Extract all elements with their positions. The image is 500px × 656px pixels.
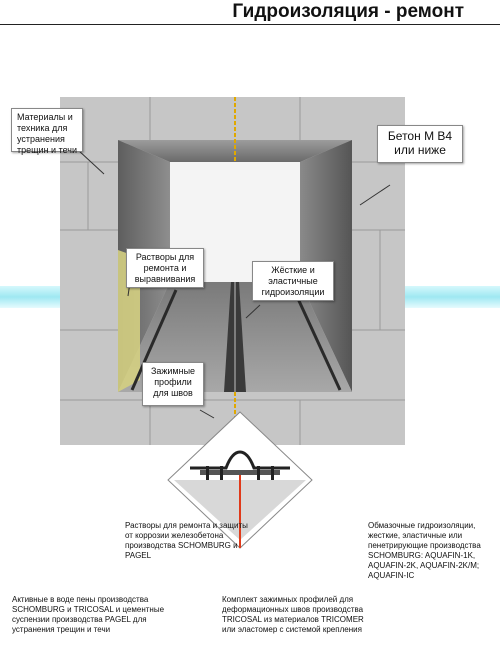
callout-rigid-elastic: Жёсткие и эластичные гидроизоляции: [252, 261, 334, 301]
note-coating: Обмазочные гидроизоляции, жесткие, эластичные или пенетрирующие производства SCHOMBURG: AQUAFIN-1K, AQUAFIN-2K, AQUAFIN-2K/M; AQUAFIN-IC: [368, 521, 481, 580]
note-clamp-kit: Комплект зажимных профилей для деформационных швов производства TRICOSAL из материалов TRICOMER или эластомер с системой крепления: [222, 595, 364, 634]
callout-materials: Материалы и техника для устранения трещин и течи: [11, 108, 83, 152]
callout-clamp-profiles: Зажимные профили для швов: [142, 362, 204, 406]
page-title: Гидроизоляция - ремонт: [232, 1, 464, 22]
note-repair-protection: Растворы для ремонта и защиты от коррозии железобетона производства SCHOMBURG и PAGEL: [125, 521, 248, 560]
clamp-plate: [200, 470, 280, 475]
note-foams: Активные в воде пены производства SCHOMBURG и TRICOSAL и цементные суспензии производства PAGEL для устранения трещин и течи: [12, 595, 165, 634]
callout-concrete: Бетон М В4 или ниже: [377, 125, 463, 163]
callout-mortars: Растворы для ремонта и выравнивания: [126, 248, 204, 288]
